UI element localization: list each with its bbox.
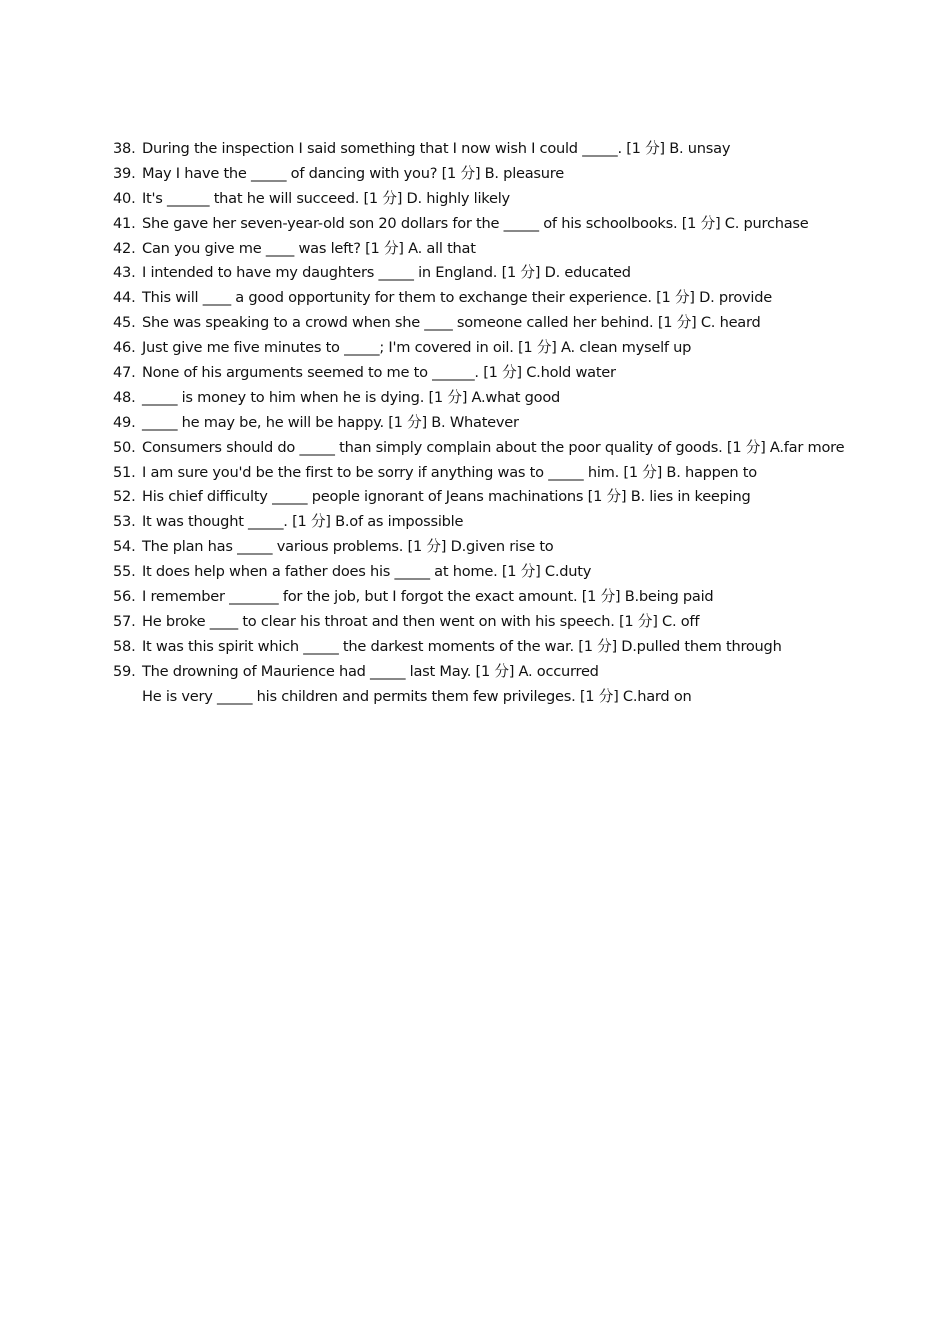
question-item [113,137,913,162]
question-item [113,336,913,361]
question-item [113,361,913,386]
question-number: 38. [113,140,136,157]
question-number: 48. [113,388,136,406]
question-text: I intended to have my daughters _____ in England. [1 分] D. educated [142,264,631,282]
question-text: He is very _____ his children and permits them few privileges. [1 分] C.hard on [142,687,692,705]
question-text: None of his arguments seemed to me to ______. [1 分] C.hold water [142,364,616,382]
question-item [113,311,913,336]
question-list [113,137,913,709]
question-item [113,485,913,510]
question-item [113,187,913,212]
question-number: 41. [113,214,136,232]
question-text: Just give me five minutes to _____; I'm covered in oil. [1 分] A. clean myself up [142,339,692,357]
question-text: It does help when a father does his _____ at home. [1 分] C.duty [142,563,592,581]
question-item [113,635,913,660]
question-text: The drowning of Maurience had _____ last May. [1 分] A. occurred [142,662,599,680]
question-number: 55. [113,563,136,581]
question-text: I am sure you'd be the first to be sorry if anything was to _____ him. [1 分] B. happen to [142,463,757,481]
question-text: It was thought _____. [1 分] B.of as impossible [142,513,464,531]
question-item [113,212,913,237]
question-text: It's ______ that he will succeed. [1 分] D. highly likely [142,189,510,207]
question-item [113,560,913,585]
question-text: During the inspection I said something that I now wish I could _____. [1 分] B. unsay [142,140,731,157]
question-text: This will ____ a good opportunity for them to exchange their experience. [1 分] D. provide [142,289,772,307]
question-number: 50. [113,438,136,456]
question-number: 57. [113,612,136,630]
question-text: He broke ____ to clear his throat and then went on with his speech. [1 分] C. off [142,612,700,630]
question-number: 51. [113,463,136,481]
question-text: I remember _______ for the job, but I forgot the exact amount. [1 分] B.being paid [142,588,714,606]
question-item [113,535,913,560]
question-number: 42. [113,239,136,257]
question-text: Consumers should do _____ than simply complain about the poor quality of goods. [1 分] A.far more [142,438,845,456]
question-text: Can you give me ____ was left? [1 分] A. all that [142,239,476,257]
question-item [113,585,913,610]
question-number: 46. [113,339,136,357]
question-number: 56. [113,588,136,606]
question-item [113,685,913,710]
question-item [113,461,913,486]
question-item [113,610,913,635]
question-number: 47. [113,364,136,382]
question-text: _____ he may be, he will be happy. [1 分] B. Whatever [142,413,519,431]
question-text: She gave her seven-year-old son 20 dollars for the _____ of his schoolbooks. [1 分] C. purchase [142,214,809,232]
question-number: 45. [113,314,136,332]
question-text: _____ is money to him when he is dying. [1 分] A.what good [142,388,561,406]
question-item [113,436,913,461]
question-item [113,286,913,311]
question-text: His chief difficulty _____ people ignorant of Jeans machinations [1 分] B. lies in keeping [142,488,751,506]
question-number: 52. [113,488,136,506]
question-item [113,261,913,286]
question-number: 43. [113,264,136,282]
question-number: 59. [113,662,136,680]
question-number: 39. [113,164,136,182]
question-item [113,237,913,262]
question-number: 40. [113,189,136,207]
question-text: It was this spirit which _____ the darkest moments of the war. [1 分] D.pulled them through [142,637,782,655]
question-text: May I have the _____ of dancing with you? [1 分] B. pleasure [142,164,564,182]
question-number: 54. [113,538,136,556]
question-text: She was speaking to a crowd when she ____ someone called her behind. [1 分] C. heard [142,314,761,332]
question-item [113,510,913,535]
question-item [113,411,913,436]
question-number: 49. [113,413,136,431]
question-text: The plan has _____ various problems. [1 分] D.given rise to [142,538,554,556]
question-number: 58. [113,637,136,655]
question-item [113,660,913,685]
question-number: 53. [113,513,136,531]
question-item [113,386,913,411]
question-number: 44. [113,289,136,307]
question-item [113,162,913,187]
